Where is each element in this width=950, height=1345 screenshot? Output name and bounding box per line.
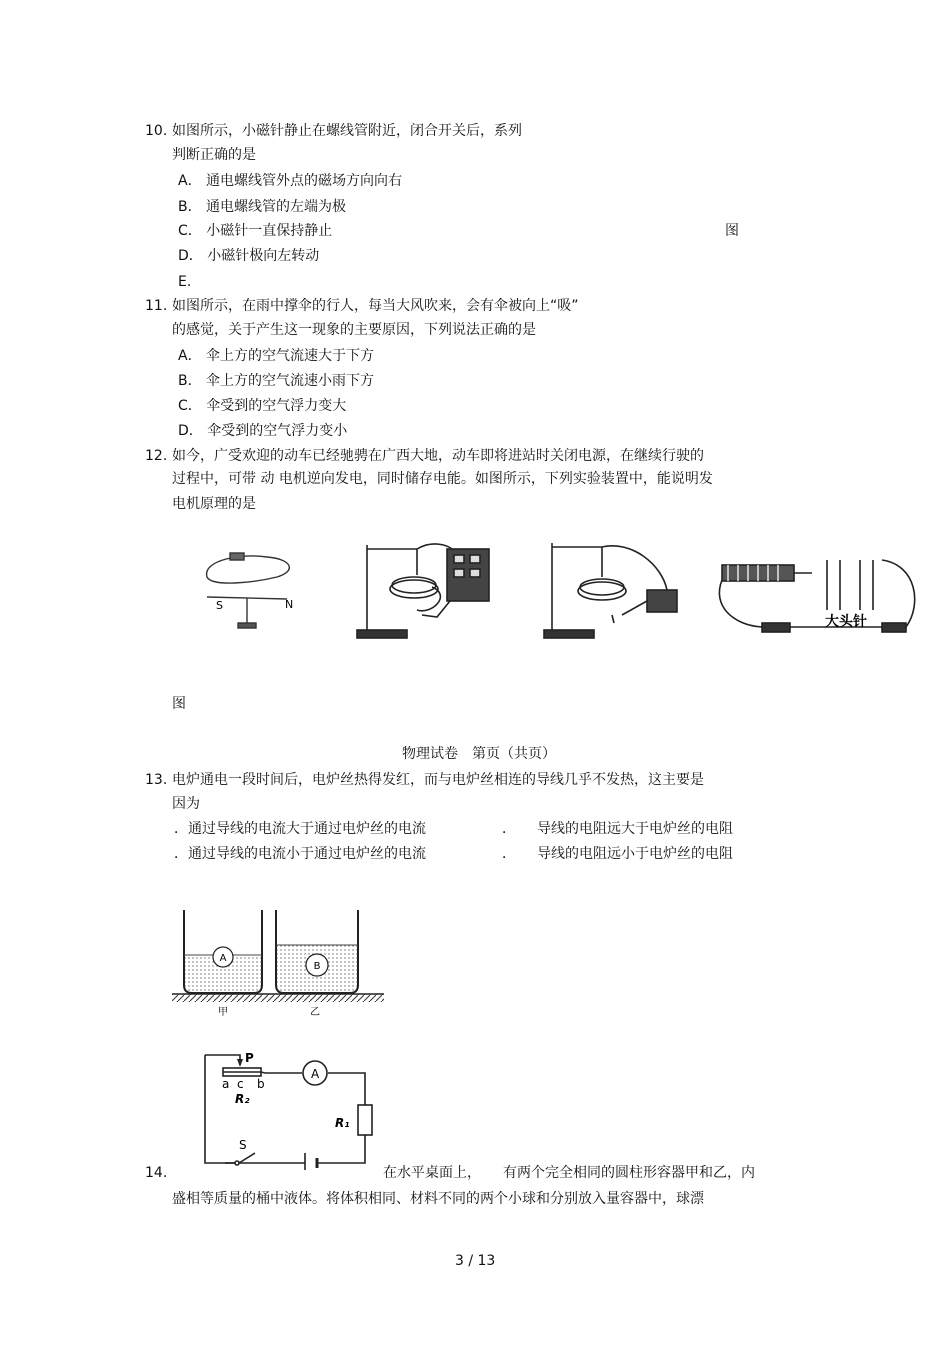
q10-option-d: D． 小磁针极向左转动 [178, 248, 320, 264]
q13-stem-line2: 因为 [172, 796, 200, 812]
r1-label: R₁ [335, 1116, 350, 1130]
container-yi-label: 乙 [310, 1007, 320, 1017]
page-number: 3 / 13 [455, 1253, 496, 1269]
terminal-a-label: a [222, 1077, 230, 1091]
ball-b-label: B [313, 961, 321, 972]
q11-option-b: B． 伞上方的空气流速小雨下方 [178, 373, 375, 389]
q13-option-row1-right: ． 导线的电阻远大于电炉丝的电阻 [502, 821, 733, 837]
q11-option-c: C． 伞受到的空气浮力变大 [178, 398, 347, 414]
q12-stem-line1: 如今，广受欢迎的动车已经驰骋在广西大地，动车即将进站时关闭电源，在继续行驶的 [172, 448, 704, 464]
q10-stem-line1: 如图所示，小磁针静止在螺线管附近，闭合开关后，系列 [172, 123, 522, 139]
resistor-r1 [358, 1105, 372, 1135]
q12-number: 12. [145, 448, 168, 464]
q11-stem-line2: 的感觉，关于产生这一现象的主要原因，下列说法正确的是 [172, 322, 536, 338]
container-jia-label: 甲 [218, 1007, 228, 1017]
q10-figure-label: 图 [725, 223, 739, 239]
container-yi [276, 910, 358, 993]
terminal-b-label: b [257, 1077, 265, 1091]
q13-option-row2-right: ． 导线的电阻远小于电炉丝的电阻 [502, 846, 733, 862]
battery-apparatus-sketch [544, 543, 677, 638]
q12-figure-label: 图 [172, 696, 186, 712]
q14-stem-line1a: 在水平桌面上， [383, 1165, 481, 1181]
magnet-n-label: N [285, 598, 294, 611]
q13-option-row1-left: ．通过导线的电流大于通过电炉丝的电流 [174, 821, 426, 837]
q14-number: 14. [145, 1165, 168, 1181]
switch-s-label: S [239, 1138, 247, 1152]
electromagnet-pins-sketch [719, 560, 914, 632]
q14-stem-line2: 盛相等质量的桶中液体。将体积相同、材料不同的两个小球和分别放入量容器中，球漂 [172, 1191, 704, 1207]
circuit-figure [195, 1045, 385, 1170]
q11-option-d: D． 伞受到的空气浮力变小 [178, 423, 348, 439]
ball-a-label: A [219, 953, 227, 964]
pins-label: 大头针 [825, 614, 867, 630]
terminal-c-label: c [237, 1077, 244, 1091]
r2-label: R₂ [235, 1092, 250, 1106]
containers-figure [172, 905, 387, 1017]
q12-stem-line2: 过程中，可带 动 电机逆向发电，同时储存电能。如图所示，下列实验装置中，能说明发 [172, 471, 713, 487]
q10-stem-line2: 判断正确的是 [172, 147, 256, 163]
galvanometer-apparatus-sketch [357, 544, 489, 638]
q11-number: 11. [145, 298, 168, 314]
q14-stem-line1b: 有两个完全相同的圆柱形容器甲和乙，内 [503, 1165, 755, 1181]
q13-option-row2-left: ．通过导线的电流小于通过电炉丝的电流 [174, 846, 426, 862]
q13-stem-line1: 电炉通电一段时间后，电炉丝热得发红，而与电炉丝相连的导线几乎不发热，这主要是 [172, 772, 704, 788]
table-surface [172, 994, 384, 1002]
q12-stem-line3: 电机原理的是 [172, 496, 256, 512]
ammeter-label: A [311, 1067, 320, 1081]
q11-option-a: A． 伞上方的空气流速大于下方 [178, 348, 375, 364]
container-jia [184, 910, 262, 993]
q11-stem-line1: 如图所示，在雨中撑伞的行人，每当大风吹来，会有伞被向上“吸” [172, 298, 579, 314]
page-footer-title: 物理试卷 第页（共页） [402, 746, 556, 762]
q10-option-a: A． 通电螺线管外点的磁场方向向右 [178, 173, 403, 189]
q10-option-c: C． 小磁针一直保持静止 [178, 223, 333, 239]
magnet-s-label: S [216, 599, 223, 612]
slider-p-label: P [245, 1051, 254, 1065]
q10-option-e: E. [178, 274, 192, 290]
q12-experiment-figures [192, 535, 922, 645]
switch-s [239, 1153, 255, 1163]
q10-number: 10. [145, 123, 168, 139]
q10-option-b: B． 通电螺线管的左端为极 [178, 199, 347, 215]
slider-arrow-icon [237, 1059, 243, 1067]
oersted-experiment-sketch [207, 553, 290, 628]
q13-number: 13. [145, 772, 168, 788]
